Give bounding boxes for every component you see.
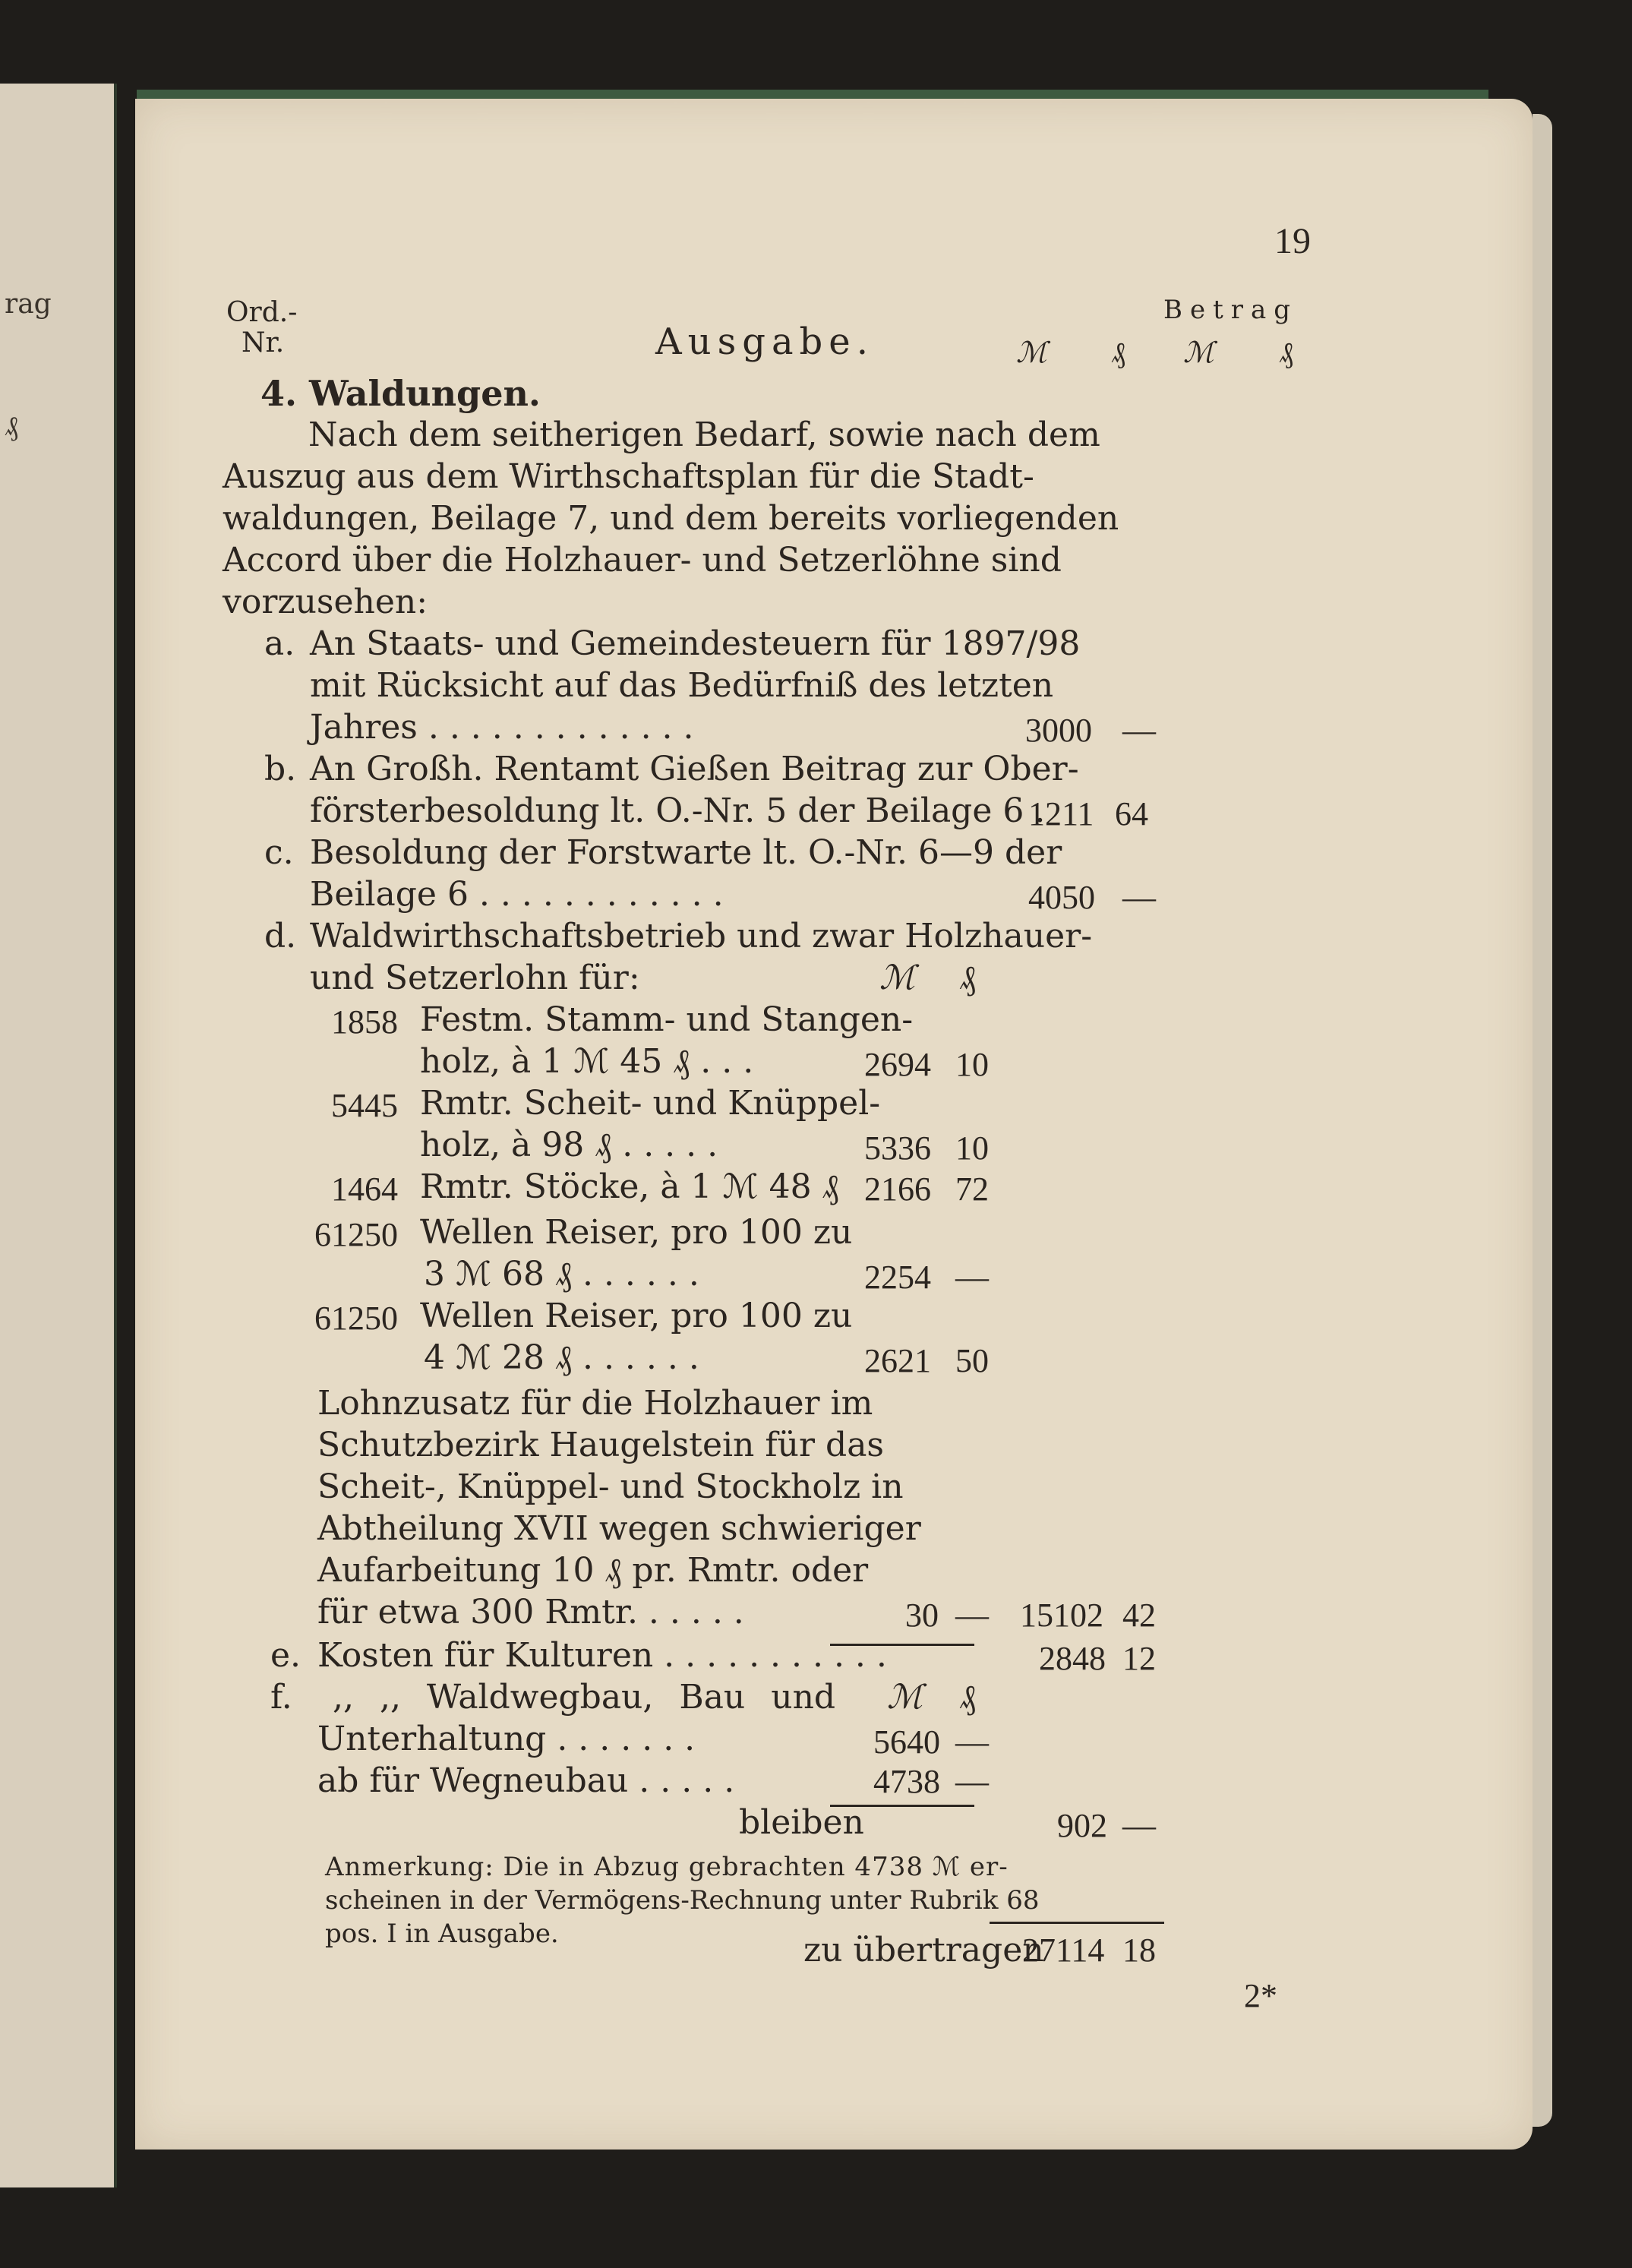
subitem-mark: 5640 bbox=[873, 1723, 940, 1761]
sub-currency-mark: ℳ bbox=[879, 959, 916, 997]
item-text: försterbesoldung lt. O.-Nr. 5 der Beilage 6 . bbox=[310, 791, 1046, 830]
subitem-text: Rmtr. Scheit- und Knüppel- bbox=[420, 1084, 881, 1123]
subitem-text: 3 ℳ 68 ₰ . . . . . . bbox=[424, 1255, 699, 1294]
sum-rule bbox=[990, 1922, 1164, 1924]
currency-pf-header: ₰ bbox=[1111, 336, 1125, 369]
subitem-mark: 4738 bbox=[873, 1763, 940, 1800]
subitem-text: 4 ℳ 28 ₰ . . . . . . bbox=[424, 1338, 699, 1377]
subitem-pf: 72 bbox=[955, 1170, 989, 1208]
item-text: mit Rücksicht auf das Bedürfniß des letzten bbox=[310, 666, 1054, 705]
currency-pf-header: ₰ bbox=[1279, 336, 1293, 369]
item-d-total-pf: 42 bbox=[1122, 1597, 1156, 1634]
lohn-line: Abtheilung XVII wegen schwieriger bbox=[317, 1509, 921, 1548]
intro-line: Nach dem seitherigen Bedarf, sowie nach dem bbox=[308, 415, 1100, 454]
subitem-text: Rmtr. Stöcke, à 1 ℳ 48 ₰ bbox=[420, 1167, 839, 1206]
intro-line: Accord über die Holzhauer- und Setzerlöhne sind bbox=[223, 541, 1062, 580]
lohn-line: Schutzbezirk Haugelstein für das bbox=[317, 1426, 885, 1464]
carry-pf: 18 bbox=[1122, 1932, 1156, 1969]
sub-currency-pf: ₰ bbox=[959, 1678, 976, 1717]
item-text: ,, ,, Waldwegbau, Bau und bbox=[333, 1678, 836, 1717]
amount-pf: — bbox=[1122, 879, 1156, 916]
amount-mark: 2848 bbox=[1039, 1640, 1106, 1677]
sub-currency-pf: ₰ bbox=[959, 959, 976, 997]
footnote-line: pos. I in Ausgabe. bbox=[325, 1919, 559, 1949]
amount-pf: 64 bbox=[1115, 795, 1148, 832]
subitem-qty: 5445 bbox=[331, 1087, 398, 1124]
item-letter: e. bbox=[270, 1636, 301, 1675]
item-text: Waldwirthschaftsbetrieb und zwar Holzhauer- bbox=[310, 917, 1093, 956]
subitem-pf: 50 bbox=[955, 1342, 989, 1379]
lohn-line: Lohnzusatz für die Holzhauer im bbox=[317, 1384, 873, 1423]
intro-line: vorzusehen: bbox=[223, 583, 428, 621]
previous-page-fragment: ₰ bbox=[5, 411, 18, 442]
page-title: Ausgabe. bbox=[655, 321, 874, 363]
amount-pf: 12 bbox=[1122, 1640, 1156, 1677]
intro-line: waldungen, Beilage 7, und dem bereits vorliegenden bbox=[223, 499, 1119, 538]
intro-line: Auszug aus dem Wirthschaftsplan für die Stadt- bbox=[223, 457, 1034, 496]
item-letter: b. bbox=[264, 750, 297, 788]
subitem-pf: — bbox=[955, 1723, 989, 1761]
item-text: Jahres . . . . . . . . . . . . . bbox=[310, 708, 694, 747]
lohn-pf: — bbox=[955, 1597, 989, 1634]
subitem-mark: 2166 bbox=[864, 1170, 931, 1208]
previous-page-fragment: rag bbox=[5, 289, 52, 320]
subitem-mark: 2621 bbox=[864, 1342, 931, 1379]
ord-header-line2: Nr. bbox=[241, 327, 285, 359]
item-text: ab für Wegneubau . . . . . bbox=[317, 1761, 735, 1800]
carry-mark: 27114 bbox=[1022, 1932, 1105, 1969]
currency-mark-header: ℳ bbox=[1183, 336, 1214, 369]
amount-pf: — bbox=[1122, 712, 1156, 749]
lohn-line: Scheit-, Knüppel- und Stockholz in bbox=[317, 1467, 904, 1506]
subitem-pf: 10 bbox=[955, 1046, 989, 1083]
item-letter: d. bbox=[264, 917, 297, 956]
lohn-mark: 30 bbox=[905, 1597, 939, 1634]
currency-mark-header: ℳ bbox=[1016, 336, 1047, 369]
previous-page-edge bbox=[0, 84, 117, 2187]
subitem-qty: 61250 bbox=[314, 1300, 398, 1337]
subitem-qty: 1464 bbox=[331, 1170, 398, 1208]
item-text: und Setzerlohn für: bbox=[310, 959, 640, 997]
subitem-mark: 2694 bbox=[864, 1046, 931, 1083]
subitem-text: holz, à 1 ℳ 45 ₰ . . . bbox=[420, 1042, 754, 1081]
subitem-text: Festm. Stamm- und Stangen- bbox=[420, 1000, 914, 1039]
carry-label: zu übertragen bbox=[803, 1931, 1044, 1969]
subitem-qty: 61250 bbox=[314, 1216, 398, 1253]
item-text: Besoldung der Forstwarte lt. O.-Nr. 6—9 der bbox=[310, 833, 1062, 872]
footnote-line: Anmerkung: Die in Abzug gebrachten 4738 ℳ er- bbox=[325, 1852, 1009, 1882]
subitem-text: holz, à 98 ₰ . . . . . bbox=[420, 1126, 718, 1164]
subitem-pf: — bbox=[955, 1259, 989, 1296]
item-letter: c. bbox=[264, 833, 294, 872]
subitem-mark: 2254 bbox=[864, 1259, 931, 1296]
amount-mark: 3000 bbox=[1025, 712, 1092, 749]
subitem-pf: 10 bbox=[955, 1129, 989, 1167]
amount-mark: 4050 bbox=[1028, 879, 1095, 916]
item-text: Unterhaltung . . . . . . . bbox=[317, 1720, 696, 1758]
item-text: Beilage 6 . . . . . . . . . . . . bbox=[310, 875, 724, 914]
amount-mark: 1211 bbox=[1028, 795, 1094, 832]
amount-pf: — bbox=[1122, 1807, 1156, 1844]
book-page bbox=[135, 99, 1533, 2150]
sub-currency-mark: ℳ bbox=[887, 1678, 923, 1717]
item-text: An Staats- und Gemeindesteuern für 1897/98 bbox=[310, 624, 1081, 663]
page-number: 19 bbox=[1274, 221, 1311, 261]
section-title: 4. Waldungen. bbox=[260, 373, 541, 414]
bleiben-label: bleiben bbox=[739, 1803, 864, 1842]
footnote-line: scheinen in der Vermögens-Rechnung unter Rubrik 68 bbox=[325, 1885, 1040, 1916]
signature-mark: 2* bbox=[1244, 1977, 1277, 2014]
amount-mark: 902 bbox=[1057, 1807, 1107, 1844]
subitem-text: Wellen Reiser, pro 100 zu bbox=[420, 1297, 853, 1335]
subitem-mark: 5336 bbox=[864, 1129, 931, 1167]
ord-header-line1: Ord.- bbox=[226, 297, 298, 328]
item-d-total-mark: 15102 bbox=[1020, 1597, 1103, 1634]
item-letter: a. bbox=[264, 624, 295, 663]
subitem-pf: — bbox=[955, 1763, 989, 1800]
subitem-text: Wellen Reiser, pro 100 zu bbox=[420, 1213, 853, 1252]
page-stack-edge bbox=[1533, 114, 1552, 2127]
item-text: Kosten für Kulturen . . . . . . . . . . . bbox=[317, 1636, 887, 1675]
item-letter: f. bbox=[270, 1678, 292, 1717]
betrag-header: Betrag bbox=[1163, 295, 1299, 325]
subitem-qty: 1858 bbox=[331, 1003, 398, 1041]
lohn-line: Aufarbeitung 10 ₰ pr. Rmtr. oder bbox=[317, 1551, 869, 1590]
lohn-line: für etwa 300 Rmtr. . . . . . bbox=[317, 1593, 744, 1632]
item-text: An Großh. Rentamt Gießen Beitrag zur Ober- bbox=[310, 750, 1079, 788]
